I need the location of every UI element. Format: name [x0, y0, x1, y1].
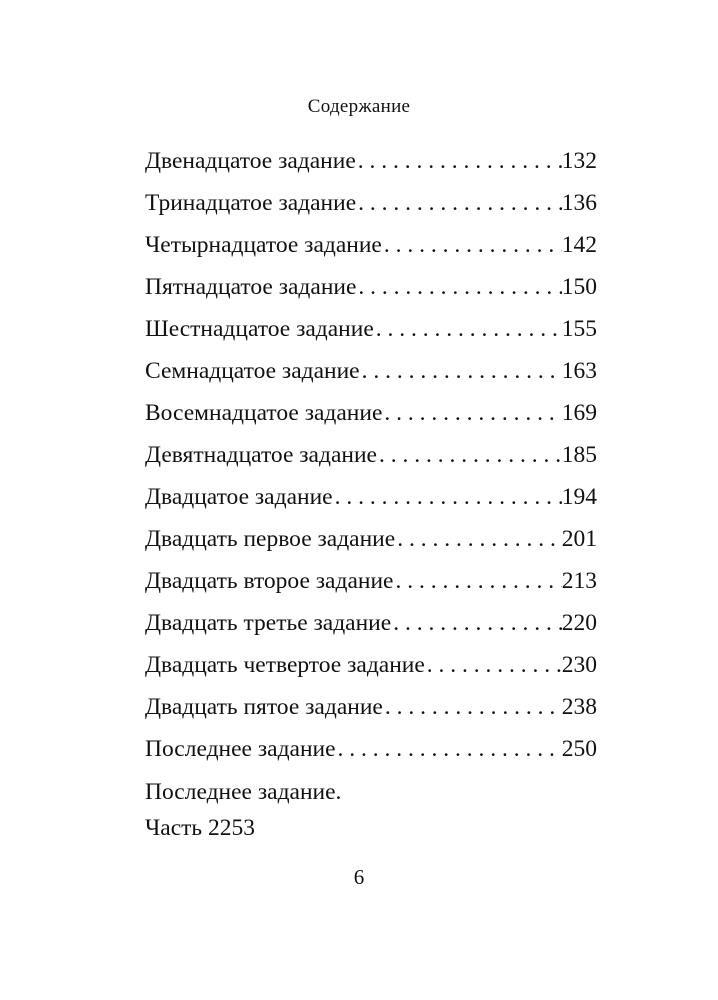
toc-dot-leader [356, 182, 562, 224]
toc-entry-title: Семнадцатое задание [145, 358, 360, 384]
toc-dot-leader [374, 308, 562, 350]
toc-dot-leader [333, 476, 562, 518]
toc-entry-page: 238 [561, 694, 597, 720]
toc-entry [145, 266, 597, 308]
toc-dot-leader [395, 518, 562, 560]
toc-dot-leader [360, 350, 562, 392]
toc-entry [145, 728, 597, 770]
toc-entry-multiline [145, 774, 597, 846]
toc-entry [145, 182, 597, 224]
toc-entry-second-line [145, 810, 597, 846]
toc-entry-title: Последнее задание. [145, 779, 342, 805]
toc-entry-page: 194 [561, 484, 597, 510]
toc-entry-page: 132 [561, 148, 597, 174]
toc-entry-page: 136 [561, 190, 597, 216]
toc-entry-subtitle: Часть 2 [145, 815, 220, 841]
toc-entry-title: Девятнадцатое задание [145, 442, 377, 468]
toc-entry-page: 155 [561, 316, 597, 342]
toc-dot-leader [356, 140, 562, 182]
toc-entry [145, 560, 597, 602]
toc-entry-title: Двадцать второе задание [145, 568, 394, 594]
toc-dot-leader [356, 266, 561, 308]
toc-entry-title: Двадцать первое задание [145, 526, 396, 552]
toc-entry-title: Восемнадцатое задание [145, 400, 383, 426]
toc-entry-page: 230 [561, 652, 597, 678]
toc-entry-page: 142 [561, 232, 597, 258]
toc-dot-leader [382, 392, 561, 434]
toc-entry-title: Двадцатое задание [145, 484, 333, 510]
toc-dot-leader [377, 434, 562, 476]
toc-entry-title: Двадцать четвертое задание [145, 652, 425, 678]
toc-entry-title: Последнее задание [145, 736, 336, 762]
page-number: 6 [353, 865, 365, 889]
toc-entry-page: 213 [561, 568, 597, 594]
toc-entry [145, 140, 597, 182]
toc-entry-title: Двадцать пятое задание [145, 694, 383, 720]
toc-entry [145, 686, 597, 728]
toc-entry-page: 220 [561, 610, 597, 636]
toc-entry-page: 253 [219, 815, 255, 841]
toc-entry [145, 392, 597, 434]
toc-entry-page: 169 [561, 400, 597, 426]
toc-entry-page: 201 [561, 526, 597, 552]
toc-entry [145, 224, 597, 266]
toc-entry-page: 163 [561, 358, 597, 384]
toc-entry [145, 434, 597, 476]
toc-entry-title: Тринадцатое задание [145, 190, 357, 216]
page-header-title: Содержание [307, 96, 411, 117]
toc-dot-leader [393, 560, 561, 602]
toc-dot-leader [383, 686, 562, 728]
toc-entry-page: 150 [561, 274, 597, 300]
toc-entry-page: 185 [561, 442, 597, 468]
toc-dot-leader [425, 644, 562, 686]
toc-entry [145, 308, 597, 350]
toc-dot-leader [391, 602, 562, 644]
toc-entry-page: 250 [561, 736, 597, 762]
toc-entry [145, 644, 597, 686]
toc-entry-title: Шестнадцатое задание [145, 316, 374, 342]
toc-entry [145, 602, 597, 644]
toc-dot-leader [382, 224, 562, 266]
toc-entry-title: Двадцать третье задание [145, 610, 392, 636]
toc-entry [145, 350, 597, 392]
toc-entry [145, 518, 597, 560]
toc-entry-title: Четырнадцатое задание [145, 232, 382, 258]
toc-dot-leader [336, 728, 562, 770]
toc-entry-title: Пятнадцатое задание [145, 274, 357, 300]
toc-entry [145, 476, 597, 518]
table-of-contents [145, 140, 597, 846]
toc-entry-title: Двенадцатое задание [145, 148, 356, 174]
